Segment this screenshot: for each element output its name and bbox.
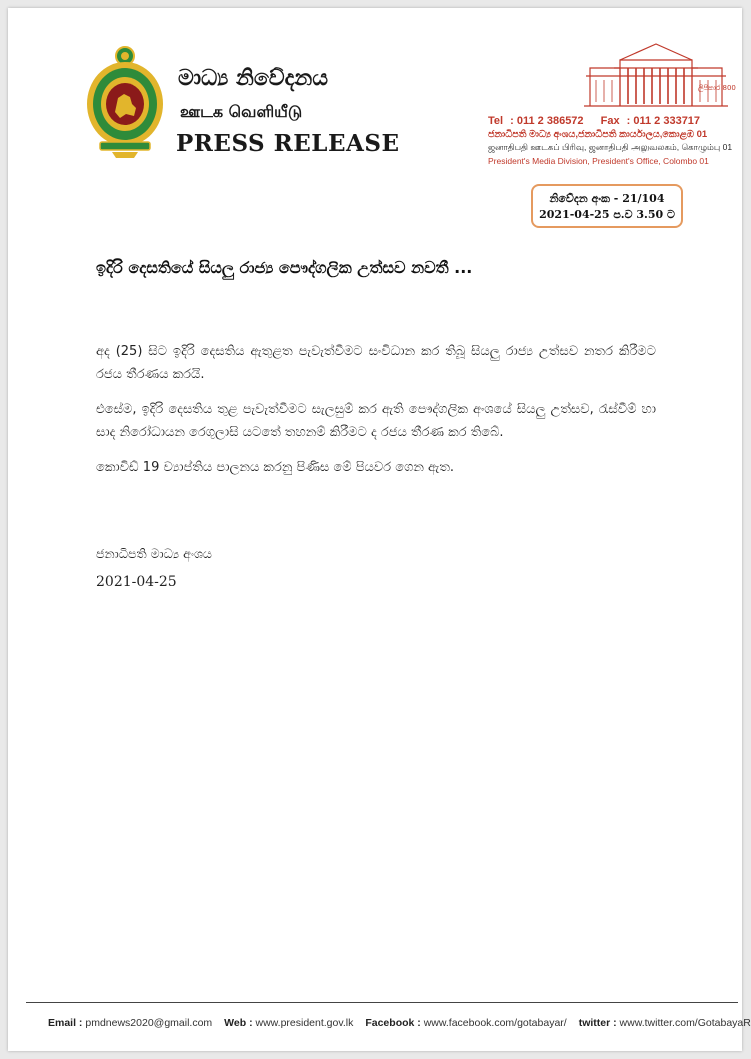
- contact-block: [488, 115, 738, 166]
- twitter-link[interactable]: www.twitter.com/GotabayaR: [619, 1017, 751, 1029]
- facebook-label: Facebook :: [365, 1017, 421, 1029]
- paragraph-2: එසේම, ඉදිරි දෙසතිය තුළ පැවැත්වීමට සැලසුම් කර ඇති පෞද්ගලික අංශයේ සියලු උත්සව, රැස්වීම් හා සාද නිරෝධායන රෙගුලාසි යටතේ තහනම් කිරීමට ද රජය තීරණ කර තිබේ.: [96, 402, 656, 440]
- presidential-secretariat-building-icon: [580, 38, 736, 110]
- fax-label: Fax: [600, 115, 620, 127]
- footer: [48, 1017, 751, 1029]
- email-label: Email :: [48, 1017, 83, 1029]
- title-tamil: ஊடக வெளியீடு: [180, 102, 303, 121]
- footer-twitter: [579, 1017, 751, 1029]
- footer-web: [224, 1017, 353, 1029]
- paragraph-3: කොවිඩ් 19 ව්‍යාප්තිය පාලනය කරනු පිණිස මේ පියවර ගෙන ඇත.: [96, 460, 455, 475]
- address-english: President's Media Division, President's Office, Colombo 01: [488, 156, 709, 166]
- twitter-label: twitter :: [578, 1017, 617, 1029]
- web-label: Web :: [224, 1017, 253, 1029]
- headline: ඉදිරි දෙසතියේ සියලු රාජ්‍ය පෞද්ගලික උත්සව නවතී ...: [96, 258, 473, 277]
- fax-value: : 011 2 333717: [626, 115, 701, 127]
- footer-facebook: [365, 1017, 566, 1029]
- footer-divider: [26, 1002, 738, 1003]
- paragraph-1: අද (25) සිට ඉදිරි දෙසතිය ඇතුළත පැවැත්වීමට සංවිධාන කර තිබූ සියලු රාජ්‍ය උත්සව නතර කිරීමට රජය තීරණය කරයි.: [96, 344, 656, 382]
- email-link[interactable]: pmdnews2020@gmail.com: [85, 1017, 213, 1029]
- sign-off-department: ජනාධිපති මාධ්‍ය අංශය: [96, 546, 212, 561]
- sign-off-date: 2021-04-25: [96, 574, 177, 590]
- tel-value: : 011 2 386572: [510, 115, 584, 127]
- web-link[interactable]: www.president.gov.lk: [255, 1017, 354, 1029]
- title-sinhala: මාධ්‍ය නිවේදනය: [178, 66, 329, 91]
- address-tamil: ஜனாதிபதி ஊடகப் பிரிவு, ஜனாதிபதி அலுவலகம், கொழும்பு 01: [488, 142, 733, 152]
- footer-email: [48, 1017, 212, 1029]
- tel-label: Tel: [488, 115, 504, 127]
- body-text: [96, 340, 656, 491]
- reference-number: නිවේදන අංක - 21/104: [549, 192, 665, 205]
- facebook-link[interactable]: www.facebook.com/gotabayar/: [423, 1017, 567, 1029]
- reference-datetime: 2021-04-25 ප.ව 3.50 ට: [539, 208, 675, 221]
- press-release-page: [8, 8, 751, 1051]
- sri-lanka-emblem-icon: [82, 42, 168, 162]
- reference-box: [531, 184, 683, 228]
- title-english: PRESS RELEASE: [176, 130, 400, 157]
- building-caption: ලිපිකාර 800: [698, 84, 736, 92]
- address-sinhala: ජනාධිපති මාධ්‍ය අංශය,ජනාධිපති කාර්යාලය,කොළඹ 01: [488, 129, 708, 140]
